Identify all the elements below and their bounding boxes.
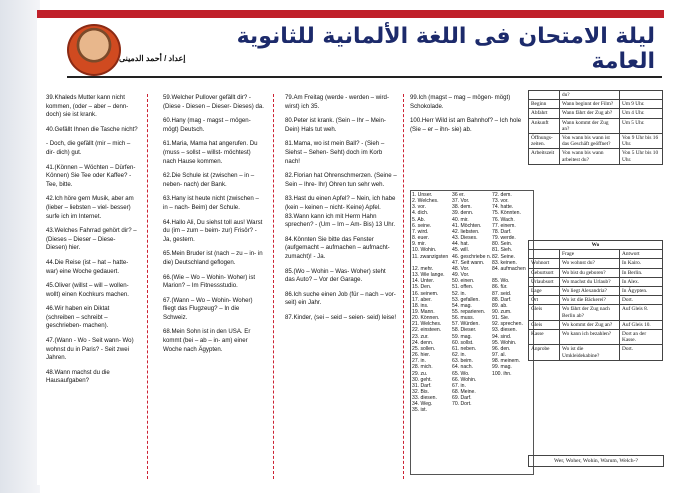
answer-key-item: 58. Dieser.	[452, 327, 477, 334]
answer-key-item: 37. Vor.	[452, 198, 470, 205]
question-column-2	[163, 94, 265, 360]
table-row	[529, 287, 663, 296]
table-cell: Gleis	[529, 320, 560, 329]
table-cell: Frage	[560, 250, 620, 259]
answer-key-item: 67. in.	[452, 382, 466, 389]
answer-key-column-3	[492, 192, 532, 414]
answer-key-item: 29. zu.	[412, 370, 428, 377]
answer-key-item: 80. Sein.	[492, 241, 513, 248]
table-cell: Auf Gleis 8.	[620, 305, 663, 320]
answer-key-item: 50. einen.	[452, 278, 475, 285]
answer-key-item: 72. dem.	[492, 192, 512, 198]
question-item: 62.Die Schule ist (zwischen – in – neben- nach) der Bank.	[163, 172, 255, 188]
answer-key-item: 5. Ab.	[412, 216, 426, 223]
table-row	[529, 134, 663, 149]
table-cell: Wo machst du Urlaub?	[560, 277, 620, 286]
table-cell: Abfahrt	[529, 109, 560, 118]
answer-key-item: 81. Sieh.	[492, 247, 513, 254]
table-cell: Wo fährt der Zug nach Berlin ab?	[560, 305, 620, 320]
answer-key-item: 35. ist.	[412, 407, 428, 414]
table-cell: In Kairo.	[620, 259, 663, 268]
answer-key-item: 14. Unter.	[412, 278, 435, 285]
answer-key-item: 48. Vor.	[452, 265, 470, 272]
question-item: 66.(Wie – Wo – Wohin- Woher) ist Marion? – Im Fitnessstudio.	[163, 273, 256, 290]
top-red-bar	[37, 10, 664, 18]
answer-key-item: 92. sprechen.	[492, 321, 523, 328]
answer-key-item: 98. meinem.	[492, 358, 521, 365]
table-cell: Ankunft	[529, 118, 560, 133]
answer-key-item: 18. ins.	[412, 302, 429, 309]
table-row	[529, 330, 663, 345]
answer-key-item: 51. offen.	[452, 284, 474, 291]
question-item: 85.(Wo – Wohin – Was- Woher) steht das Auto? – Vor der Garage.	[285, 267, 386, 284]
question-item: 48.Wann machst du die Hausaufgaben?	[46, 368, 110, 385]
answer-key-column-2	[452, 192, 492, 407]
question-item: 99.Ich (magst – mag – mögen- mögt) Schokolade.	[410, 94, 511, 110]
answer-key-item: 52. in.	[452, 290, 466, 297]
answer-key-item: 68. Meine.	[452, 389, 476, 395]
table-cell	[529, 250, 560, 259]
answer-key-item: 49. Vor.	[452, 272, 470, 279]
table-cell: Wo ist die Umkleidekabine?	[560, 345, 620, 360]
answer-key-item: 38. dem.	[452, 204, 472, 211]
answer-key-item: 10. Wohin.	[412, 247, 437, 254]
answer-key-item: 87. seid.	[492, 290, 512, 297]
question-item: 83.Hast du einen Apfel? – Nein, ich habe (kein – keinen – nicht- Keine) Apfel. 83.Wann kann ich mit Herrn Hahn sprechen? - (Um – Im – Am- Bis) 13 Uhr.	[285, 195, 396, 229]
table-row	[529, 259, 663, 268]
question-item: 44.Die Reise (ist – hat – hatte- war) eine Woche gedauert.	[46, 258, 129, 275]
table-cell: Von wann bis wann arbeitest du?	[560, 149, 620, 164]
answer-key-item: 83. keinen.	[492, 259, 517, 266]
table-row	[529, 268, 663, 277]
table-cell: Wann fährt der Zug ab?	[560, 109, 620, 118]
table-cell: Beginn	[529, 100, 560, 109]
table-row	[529, 305, 663, 320]
table-row	[529, 296, 663, 305]
answer-key-item: 63. beim.	[452, 358, 473, 365]
answer-key-item	[492, 407, 532, 413]
table-cell: In Berlin.	[620, 268, 663, 277]
table-cell: Arbeitszeit	[529, 149, 560, 164]
answer-key-item: 62. in.	[452, 352, 466, 359]
question-item: 68.Mein Sohn ist in den USA. Er kommt (bei – ab – in- am) einer Woche nach Ägypten.	[163, 328, 251, 353]
answer-key-item: 60. sollst.	[452, 339, 474, 346]
answer-key-item: 57. Würden.	[452, 321, 480, 328]
table-cell: In Ägypten.	[620, 287, 663, 296]
answer-key-item: 65. Wo.	[452, 370, 470, 377]
question-column-1	[46, 94, 138, 392]
answer-key-item: 12. mehr.	[412, 265, 434, 272]
question-item: 59.Welcher Pullover gefällt dir? - (Diese - Diesen – Dieser- Dieses) da.	[163, 94, 264, 110]
answer-key-item: 42. liebsten.	[452, 228, 480, 235]
question-item: 100.Herr Wild ist am Bahnhof? – Ich hole (Sie – er – ihn- sie) ab.	[410, 117, 522, 133]
answer-key-item: 13. Wie lange.	[412, 272, 445, 279]
answer-key-item: 75. Könnten.	[492, 210, 521, 217]
answer-key-item: 93. diesen.	[492, 327, 517, 334]
answer-key-item: 23. zur.	[412, 333, 429, 340]
answer-key-item: 70. Dort.	[452, 401, 472, 408]
table-cell: Gleis	[529, 305, 560, 320]
question-item: 81.Mama, wo ist mein Ball? - (Sieh – Siehst – Sehen- Seht) doch im Korb nach!	[285, 140, 385, 165]
column-divider	[273, 94, 274, 479]
answer-key-item: 34. Weg.	[412, 401, 433, 408]
table-cell: Wo liegt Alexandria?	[560, 287, 620, 296]
answer-key-item: 26. hier.	[412, 352, 431, 359]
table-row	[529, 100, 663, 109]
answer-key-item: 40. mir.	[452, 216, 469, 223]
question-item: 87.Kinder, (sei – seid – seien- seid) leise!	[285, 313, 397, 321]
table-row	[529, 320, 663, 329]
question-item: 43.Welches Fahrrad gehört dir? – (Dieses – Dieser – Diese- Diesen) hier.	[46, 227, 137, 252]
answer-key-item: 30. geht.	[412, 376, 432, 383]
question-item: 61.Maria, Mama hat angerufen. Du (muss – sollst – willst- möchtest) nach Hause kommen.	[163, 140, 258, 165]
answer-key-item: 36 er.	[452, 192, 465, 198]
table-row	[529, 109, 663, 118]
answer-key-item: 99. mag.	[492, 364, 512, 371]
table-cell: Dort an der Kasse.	[620, 330, 663, 345]
question-item: 41.(Können – Wöchten – Dürfen- Können) Sie Tee oder Kaffee? - Tee, bitte.	[46, 163, 136, 188]
answer-key-item: 56. muss.	[452, 315, 475, 322]
answer-key-item: 7. wird.	[412, 228, 429, 235]
answer-key-item: 15. Den.	[412, 284, 432, 291]
answer-key-item: 31. Darf.	[412, 382, 432, 389]
table-cell: Wo bist du geboren?	[560, 268, 620, 277]
column-divider	[403, 94, 404, 479]
answer-key-item: 16. seinem.	[412, 290, 439, 297]
answer-key-item: 66. Wohin.	[452, 376, 477, 383]
answer-key-item: 4. dich.	[412, 210, 429, 217]
table-row	[529, 277, 663, 286]
author-photo	[67, 24, 121, 76]
table-cell: Von wann bis wann ist das Geschäft geöffnet?	[560, 134, 620, 149]
table-cell: Um 4 Uhr.	[620, 109, 663, 118]
answer-key-item: 95. Wohin.	[492, 339, 517, 346]
answer-key-item: 27. in.	[412, 358, 426, 365]
table-row	[529, 149, 663, 164]
table-cell: Wo ist die Bäckerei?	[560, 296, 620, 305]
table-cell: Auf Gleis 10.	[620, 320, 663, 329]
answer-key-item: 55. reparieren.	[452, 308, 486, 315]
table-cell: Ort	[529, 296, 560, 305]
table-cell: Dort.	[620, 345, 663, 360]
page-title: ليلة الامتحان فى اللغة الألمانية للثانوية العامة	[236, 24, 655, 74]
worksheet-page	[37, 10, 664, 485]
answer-key-item: 96. den.	[492, 345, 511, 352]
table-cell: Kasse	[529, 330, 560, 345]
answer-key-item: 19. Mann.	[412, 308, 435, 315]
table-cell: Um 5 Uhr.	[620, 118, 663, 133]
answer-key-item: 20. Können.	[412, 315, 440, 322]
answer-key-item: 79. werde.	[492, 235, 516, 242]
question-item: 39.Khaleds Mutter kann nicht kommen, (oder – aber – denn- doch) sie ist krank.	[46, 94, 129, 119]
column-divider	[147, 94, 148, 479]
answer-key-item: 6. seine.	[412, 222, 432, 229]
question-item: 79.Am Freitag (werde - werden – wird- wirst) ich 35.	[285, 94, 389, 110]
question-item: 45.Oliver (willst – will – wollen- wollt) einen Kochkurs machen.	[46, 282, 129, 298]
table-cell: Wo wohnst du?	[560, 259, 620, 268]
answer-key-item: 1. Unser.	[412, 192, 433, 198]
wo-questions-table	[528, 240, 663, 361]
question-item: 42.Ich höre gern Musik, aber am (lieber – liebsten – viel- besser) surfe ich im Internet.	[46, 195, 134, 220]
answer-key-item: 94. sind.	[492, 333, 512, 340]
table-cell	[620, 91, 663, 100]
answer-key-item: 46. geschriebe n.	[452, 253, 492, 260]
answer-key-item: 32. Bis.	[412, 389, 429, 395]
answer-key-item: 88. Darf.	[492, 296, 512, 303]
answer-key-item: 28. mich.	[412, 364, 433, 371]
answer-key-item: 39. denn.	[452, 210, 474, 217]
answer-key-item: 25. sollen.	[412, 345, 436, 352]
table-cell: Wann kommt der Zug an?	[560, 118, 620, 133]
question-item: 82.Florian hat Ohrenschmerzen. (Seine – Sein – Ihre- Ihr) Ohren tun sehr weh.	[285, 172, 397, 188]
answer-key-item: 8. euer.	[412, 235, 429, 242]
answer-key-item: 33. diesen.	[412, 395, 437, 402]
table-cell: Lage	[529, 287, 560, 296]
title-underline	[67, 76, 662, 78]
question-item: 80.Peter ist krank. (Sein – Ihr – Mein- Dein) Hals tut weh.	[285, 117, 386, 133]
table-row	[529, 91, 663, 100]
answer-key-item: 73. vor.	[492, 198, 509, 205]
answer-key-item: 61. neben.	[452, 345, 477, 352]
table-cell: Öffnungs-zeiten.	[529, 134, 560, 149]
table-row	[529, 345, 663, 360]
table-cell: du?	[560, 91, 620, 100]
time-questions-table	[528, 90, 663, 165]
question-item: - Doch, die gefällt (mir – mich – dir- dich) gut.	[46, 140, 131, 156]
table-cell: Urlaubsort	[529, 277, 560, 286]
answer-key-item: 41. Möchten.	[452, 222, 482, 229]
answer-key-item: 59. mag.	[452, 333, 472, 340]
table-cell: In Alex.	[620, 277, 663, 286]
answer-key-item: 11. zwanzigsten	[412, 253, 449, 260]
question-item: 40.Gefällt Ihnen die Tasche nicht?	[46, 125, 138, 133]
answer-key-item: 100. ihn.	[492, 370, 512, 377]
answer-key-item: 76. Wach.	[492, 216, 515, 223]
table-cell: Wo kann ich bezahlen?	[560, 330, 620, 345]
table-cell: Von 5 Uhr bis 10 Uhr.	[620, 149, 663, 164]
answer-key-box	[410, 190, 534, 475]
question-item: 60.Hany (mag - magst – mögen- mögt) Deutsch.	[163, 117, 251, 133]
answer-key-item: 3. vor.	[412, 204, 426, 211]
table-row	[529, 118, 663, 133]
question-column-3	[285, 94, 397, 328]
table-cell: Um 9 Uhr.	[620, 100, 663, 109]
table-cell: Dort.	[620, 296, 663, 305]
answer-key-item: 45. will.	[452, 247, 469, 254]
answer-key-item: 84. aufmachen	[492, 265, 526, 272]
question-column-4	[410, 94, 522, 140]
answer-key-item: 9. mir.	[412, 241, 426, 248]
answer-key-item: 2. Welches.	[412, 198, 439, 205]
table-cell: Von 9 Uhr bis 16 Uhr.	[620, 134, 663, 149]
table-cell: Geburtsort	[529, 268, 560, 277]
question-item: 63.Hany ist heute nicht (zwischen – in – nach- Beim) der Schule.	[163, 195, 259, 211]
answer-key-item: 91. Sie.	[492, 315, 510, 322]
table-cell: Wann beginnt der Film?	[560, 100, 620, 109]
answer-key-item: 74. hatte.	[492, 204, 514, 211]
answer-key-item: 24. denn.	[412, 339, 434, 346]
answer-key-item: 21. Welches.	[412, 321, 442, 328]
answer-key-item: 90. zum.	[492, 308, 512, 315]
answer-key-item: 64. nach.	[452, 364, 473, 371]
answer-key-item: 47. Seit wann.	[452, 259, 485, 266]
answer-key-item: 69. Darf.	[452, 395, 472, 402]
question-item: 47.(Wann - Wo - Seit wann- Wo) wohnst du in Paris? - Seit zwei Jahren.	[46, 337, 134, 362]
answer-key-item: 43. Dieses.	[452, 235, 478, 242]
question-item: 65.Mein Bruder ist (nach – zu – in- in die) Deutschland geflogen.	[163, 250, 263, 266]
table-row	[529, 250, 663, 259]
answer-key-item: 86. für.	[492, 284, 508, 291]
author-byline: إعداد / أحمد الدمينى	[119, 54, 186, 63]
answer-key-item: 97. al.	[492, 352, 506, 359]
answer-key-item: 82. Seine.	[492, 253, 515, 260]
answer-key-item: 17. aber.	[412, 296, 432, 303]
answer-key-item: 44. hat.	[452, 241, 469, 248]
answer-key-item: 53. gefallen.	[452, 296, 480, 303]
table-cell: Anprobe	[529, 345, 560, 360]
question-item: 86.Ich suche einen Job (für – nach – vor- seit) ein Jahr.	[285, 290, 396, 307]
answer-key-column-1	[412, 192, 452, 414]
question-item: 46.Wir haben ein Diktat (schreiben – schreibt – geschrieben- machen).	[46, 305, 110, 330]
question-item: 67.(Wann – Wo – Wohin- Woher) fliegt das Flugzeug? – In die Schweiz.	[163, 296, 253, 321]
table-cell	[529, 91, 560, 100]
question-item: 64.Hallo Ali, Du siehst toll aus! Warst du (im – zum – beim- zur) Frisör? - Ja, gestern.	[163, 218, 263, 243]
answer-key-item: 78. Darf.	[492, 228, 512, 235]
table-cell: Antwort	[620, 250, 663, 259]
answer-key-item: 85. Wo.	[492, 278, 510, 285]
answer-key-item: 22. einsteen.	[412, 327, 442, 334]
background-page-edge	[0, 0, 40, 493]
question-item: 84.Könnten Sie bitte das Fenster (aufgemacht – aufmachen – aufmacht- zumacht)! - Ja.	[285, 235, 390, 260]
table-title: Wo	[529, 241, 663, 250]
answer-key-item: 89. ab.	[492, 302, 508, 309]
answer-key-item: 54. mag.	[452, 302, 472, 309]
table-cell: Wo kommt der Zug an?	[560, 320, 620, 329]
answer-key-item: 77. einem.	[492, 222, 516, 229]
question-words-footer: Wer, Woher, Wohin, Warum, Welch-?	[528, 455, 664, 467]
table-cell: Wohnort	[529, 259, 560, 268]
